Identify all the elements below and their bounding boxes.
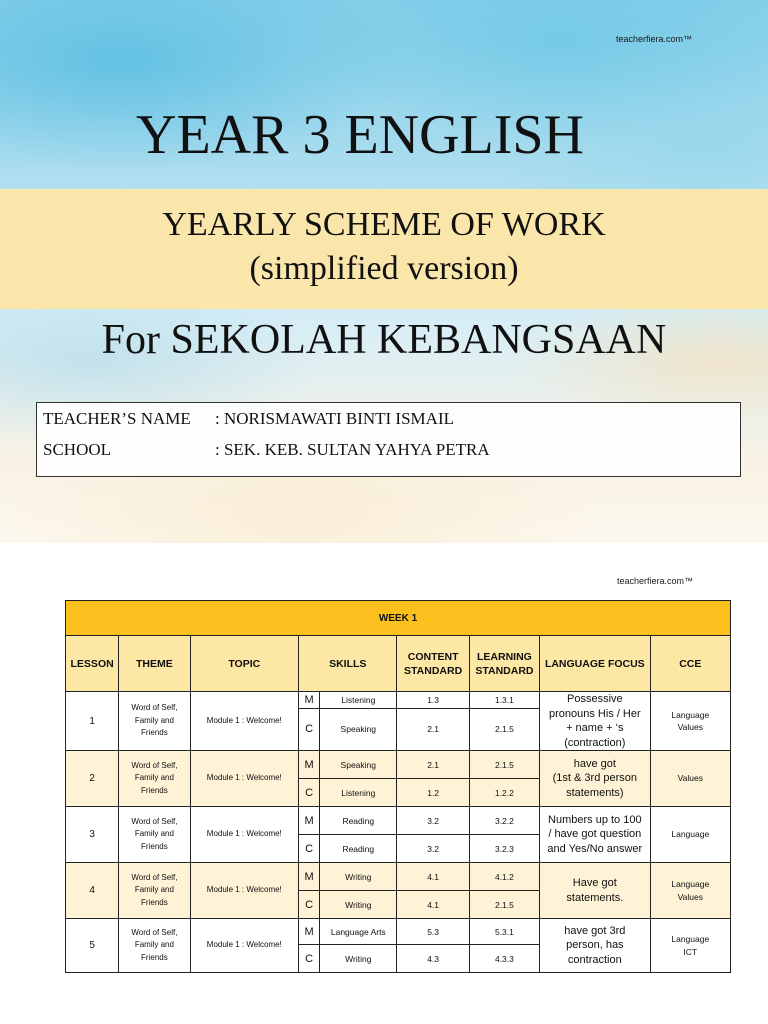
theme-line: Word of Self, [131, 927, 178, 937]
skill-type: C [299, 891, 320, 919]
col-language-focus: LANGUAGE FOCUS [540, 636, 650, 692]
skill-name: Language Arts [320, 919, 397, 945]
week-header: WEEK 1 [66, 601, 731, 636]
skill-type: M [299, 807, 320, 835]
lesson-topic: Module 1 : Welcome! [190, 692, 298, 751]
skill-type: M [299, 863, 320, 891]
brand-watermark: teacherfiera.com™ [616, 34, 693, 44]
skill-type: M [299, 692, 320, 709]
lesson-theme [119, 919, 190, 973]
content-standard: 4.1 [397, 891, 469, 919]
cce-value [650, 807, 730, 863]
skill-name: Writing [320, 891, 397, 919]
col-topic: TOPIC [190, 636, 298, 692]
theme-line: Family and [134, 773, 174, 783]
scheme-of-work-table [65, 600, 731, 973]
col-content-line2: STANDARD [404, 664, 463, 677]
learning-standard: 3.2.3 [469, 835, 539, 863]
theme-line: Friends [141, 952, 168, 962]
focus-line: / have got question [548, 828, 642, 841]
cce-line: Values [677, 891, 703, 902]
lesson-number: 3 [66, 807, 119, 863]
cce-value [650, 919, 730, 973]
skill-name: Writing [320, 945, 397, 973]
skill-name: Listening [320, 692, 397, 709]
lesson-number: 5 [66, 919, 119, 973]
focus-line: have got [573, 757, 616, 770]
cce-line: Values [677, 773, 703, 784]
focus-line: Have got [572, 877, 617, 889]
lesson-topic: Module 1 : Welcome! [190, 807, 298, 863]
col-learning-standard [469, 636, 539, 692]
col-theme: THEME [119, 636, 190, 692]
lesson-number: 1 [66, 692, 119, 751]
language-focus [540, 751, 650, 807]
cce-value [650, 751, 730, 807]
lesson-theme [119, 692, 190, 751]
cce-line: Language [671, 879, 710, 889]
learning-standard: 1.2.2 [469, 779, 539, 807]
page-title: YEAR 3 ENGLISH [136, 104, 584, 166]
focus-line: statements) [566, 786, 624, 799]
theme-line: Friends [141, 728, 168, 738]
col-learning-line2: STANDARD [475, 664, 534, 677]
col-content-line1: CONTENT [407, 650, 459, 663]
table-row [66, 751, 731, 779]
cce-line: Language [671, 934, 710, 944]
skill-name: Reading [320, 807, 397, 835]
content-standard: 4.3 [397, 945, 469, 973]
lesson-theme [119, 807, 190, 863]
cce-line: Language [671, 829, 710, 840]
focus-line: statements. [566, 891, 624, 904]
cce-value [650, 863, 730, 919]
school-row [43, 440, 490, 460]
content-standard: 3.2 [397, 835, 469, 863]
skill-type: M [299, 751, 320, 779]
teacher-info-box [36, 402, 741, 477]
table-row [66, 863, 731, 891]
cce-line: Language [671, 709, 710, 720]
theme-line: Family and [134, 829, 174, 839]
skill-name: Speaking [320, 708, 397, 750]
skill-name: Speaking [320, 751, 397, 779]
brand-watermark-page2: teacherfiera.com™ [617, 576, 694, 586]
col-content-standard [397, 636, 469, 692]
focus-line: contraction [567, 953, 622, 966]
focus-line: (contraction) [564, 736, 626, 749]
table-row [66, 692, 731, 709]
focus-line: (1st & 3rd person [552, 772, 637, 785]
language-focus [540, 692, 650, 751]
focus-line: + name + ‘s [566, 722, 624, 734]
focus-line: Numbers up to 100 [548, 813, 642, 826]
content-standard: 5.3 [397, 919, 469, 945]
learning-standard: 2.1.5 [469, 751, 539, 779]
content-standard: 4.1 [397, 863, 469, 891]
content-standard: 2.1 [397, 751, 469, 779]
col-lesson: LESSON [66, 636, 119, 692]
theme-line: Family and [134, 715, 174, 725]
col-skills: SKILLS [299, 636, 397, 692]
lesson-topic: Module 1 : Welcome! [190, 751, 298, 807]
focus-line: Possessive [567, 693, 623, 705]
table-row [66, 807, 731, 835]
subtitle-line-1: YEARLY SCHEME OF WORK [162, 206, 606, 243]
theme-line: Friends [141, 785, 168, 795]
col-learning-line1: LEARNING [477, 650, 532, 663]
teacher-name-row [43, 409, 454, 429]
cce-line: ICT [683, 946, 698, 957]
learning-standard: 4.3.3 [469, 945, 539, 973]
theme-line: Friends [141, 841, 168, 851]
table-row [66, 919, 731, 945]
content-standard: 3.2 [397, 807, 469, 835]
skill-name: Reading [320, 835, 397, 863]
learning-standard: 2.1.5 [469, 891, 539, 919]
lessons-body [66, 692, 731, 973]
theme-line: Word of Self, [131, 760, 178, 770]
skill-type: M [299, 919, 320, 945]
lesson-topic: Module 1 : Welcome! [190, 863, 298, 919]
language-focus [540, 919, 650, 973]
theme-line: Family and [134, 940, 174, 950]
content-standard: 1.2 [397, 779, 469, 807]
theme-line: Friends [141, 897, 168, 907]
content-standard: 1.3 [397, 692, 469, 709]
theme-line: Word of Self, [131, 703, 178, 713]
skill-name: Listening [320, 779, 397, 807]
content-standard: 2.1 [397, 708, 469, 750]
learning-standard: 4.1.2 [469, 863, 539, 891]
col-cce: CCE [650, 636, 730, 692]
lesson-theme [119, 751, 190, 807]
focus-line: and Yes/No answer [547, 842, 643, 855]
theme-line: Word of Self, [131, 872, 178, 882]
focus-line: have got 3rd [564, 924, 626, 937]
learning-standard: 2.1.5 [469, 708, 539, 750]
learning-standard: 1.3.1 [469, 692, 539, 709]
lesson-topic: Module 1 : Welcome! [190, 919, 298, 973]
learning-standard: 3.2.2 [469, 807, 539, 835]
skill-type: C [299, 945, 320, 973]
skill-type: C [299, 708, 320, 750]
cce-value [650, 692, 730, 751]
teacher-name-label: TEACHER’S NAME [43, 409, 191, 428]
learning-standard: 5.3.1 [469, 919, 539, 945]
skill-type: C [299, 835, 320, 863]
focus-line: pronouns His / Her [548, 707, 641, 720]
theme-line: Word of Self, [131, 816, 178, 826]
school-label: SCHOOL [43, 440, 112, 459]
lesson-theme [119, 863, 190, 919]
subtitle-line-2: (simplified version) [249, 250, 519, 287]
skill-name: Writing [320, 863, 397, 891]
language-focus [540, 863, 650, 919]
teacher-name-value: : NORISMAWATI BINTI ISMAIL [215, 409, 454, 428]
cce-line: Values [677, 722, 703, 732]
school-value: : SEK. KEB. SULTAN YAHYA PETRA [215, 440, 490, 459]
lesson-number: 4 [66, 863, 119, 919]
school-type-line: For SEKOLAH KEBANGSAAN [101, 317, 667, 363]
language-focus [540, 807, 650, 863]
theme-line: Family and [134, 885, 174, 895]
focus-line: person, has [566, 939, 624, 952]
skill-type: C [299, 779, 320, 807]
lesson-number: 2 [66, 751, 119, 807]
